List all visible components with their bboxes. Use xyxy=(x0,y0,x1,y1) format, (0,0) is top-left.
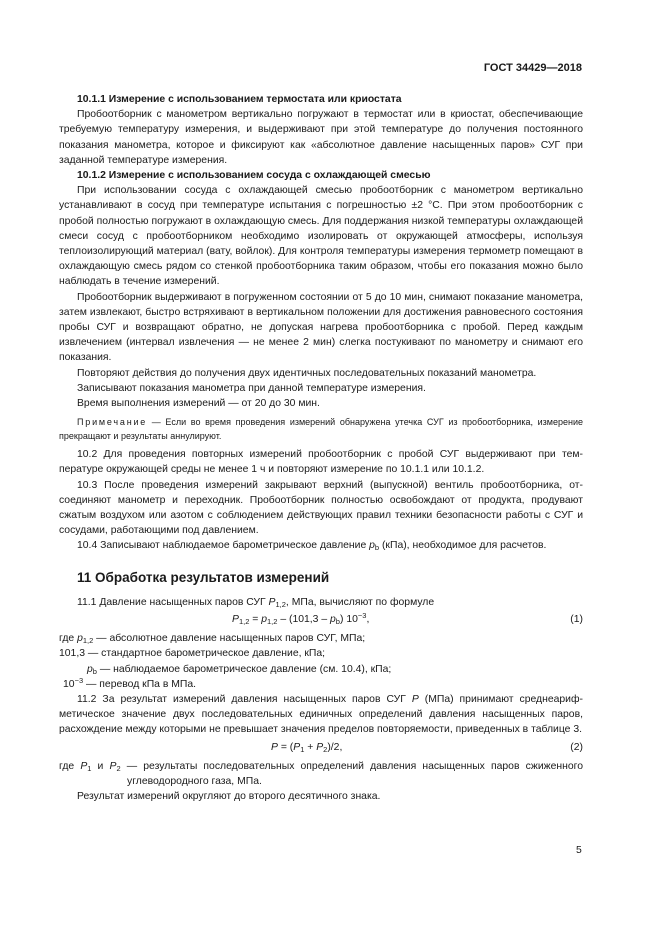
definition-pb: $p_b$ — наблюдаемое барометрическое давление (см. 10.4), кПа; xyxy=(87,663,392,676)
document-header: ГОСТ 34429—2018 xyxy=(483,62,582,74)
paragraph-10-1-2-c: Повторяют действия до получения двух идентичных последовательных показаний манометра. xyxy=(77,367,537,379)
paragraph-11-2: 11.2 За результат измерений давления насыщенных паров СУГ P (МПа) принимают среднеарифметическое значение двух последовательных единичных определений давления насыщенных паров, расхождение между которыми не превышает значения пределов повторяемости, приведенных в таблице 3. xyxy=(59,693,584,736)
formula-1-number: (1) xyxy=(570,614,583,626)
definition-101-3: 101,3 — стандартное барометрическое давление, кПа; xyxy=(59,648,326,660)
section-title-11: 11 Обработка результатов измерений xyxy=(77,569,330,585)
document-body xyxy=(59,92,583,804)
formula-2-expression: $P = (P_1 + P_2)/2$, xyxy=(271,741,343,754)
paragraph-final: Результат измерений округляют до второго десятичного знака. xyxy=(77,790,381,802)
paragraph-10-1-2-d: Записывают показания манометра при данной температуре измерения. xyxy=(77,382,426,394)
note-label: Примечание xyxy=(77,417,148,428)
formula-2 xyxy=(59,740,583,757)
paragraph-10-1-2-a: При использовании сосуда с охлаждающей смесью пробоотборник с манометром вертикально устанавливают в сосуд при температуре испытания с погрешностью ±2 °С. При этом пробоотборник с пробой полностью погружают в охлаждающую смесь. Для поддержания низкой температуры охлаждающей смеси сосуд с пробоотборником необходимо изолировать от окружающей атмосферы, используя теплоизолирующий материал (вату, войлок). Для контроля температуры измерения термометр помещают в охлаждающую смесь рядом со стенкой пробоотборника таким образом, чтобы его показания можно было наблюдать в течение измерений. xyxy=(59,185,583,288)
note-text: — Если во время проведения измерений обнаружена утечка СУГ из пробоотборника, измерение прекращают и результаты аннулируют. xyxy=(59,417,583,442)
note xyxy=(59,415,583,443)
definition-10-3: $10^{-3}$ — перевод кПа в МПа. xyxy=(63,675,197,690)
paragraph-10-3: 10.3 После проведения измерений закрывают верхний (выпускной) вентиль пробоотборника, отсоединяют манометр и переходник. Пробоотборник полностью освобождают от продукта, продувают сжатым воздухом или азотом с соблюдением действующих правил техники безопасности работы с СУГ и сосудами, работающими под давлением. xyxy=(59,479,583,537)
formula-1-expression: $P_{1,2} = p_{1,2} - (101,3 - p_b)$ $10^{-3}$, xyxy=(232,611,370,627)
subsection-title-10-1-2: 10.1.2 Измерение с использованием сосуда с охлаждающей смесью xyxy=(77,170,431,182)
subsection-title-10-1-1: 10.1.1 Измерение с использованием термостата или криостата xyxy=(77,94,402,105)
formula-2-number: (2) xyxy=(570,741,583,753)
formula-1 xyxy=(59,612,583,629)
paragraph-10-4: 10.4 Записывают наблюдаемое барометрическое давление $p_b$ (кПа), необходимое для расчетов. xyxy=(77,540,547,553)
definition-p12: где $p_{1,2}$ — абсолютное давление насыщенных паров СУГ, МПа; xyxy=(59,633,366,646)
paragraph-11-1: 11.1 Давление насыщенных паров СУГ $P_{1,2}$, МПа, вычисляют по формуле xyxy=(77,596,435,609)
paragraph-10-2: 10.2 Для проведения повторных измерений пробоотборник с пробой СУГ выдерживают при температуре окружающей среды не менее 1 ч и повторяют измерение по 10.1.1 или 10.1.2. xyxy=(59,449,583,476)
definition-p1-p2: где $P_1$ и $P_2$ — результаты последовательных определений давления насыщенных паров сжиженного углеводородного газа, МПа. xyxy=(59,760,584,787)
page-number: 5 xyxy=(576,845,582,856)
paragraph-10-1-1: Пробоотборник с манометром вертикально погружают в термостат или в криостат, обеспечивающие требуемую температуру измерения, и выдерживают при этой температуре до получения постоянного показания манометра, которое и фиксируют как «абсолютное давление насыщенных паров» СУГ при заданной температуре измерения. xyxy=(59,109,583,166)
paragraph-10-1-2-b: Пробоотборник выдерживают в погруженном состоянии от 5 до 10 мин, снимают показание манометра, затем извлекают, быстро встряхивают в вертикальном положении для достижения равновесного состояния пробы СУГ и возвращают обратно, не допуская нагрева пробоотборника с пробой. Перед каждым извлечением (интервал извлечения — не менее 2 мин) слегка постукивают по манометру и снимают его показания. xyxy=(59,291,583,364)
paragraph-10-1-2-e: Время выполнения измерений — от 20 до 30 мин. xyxy=(77,398,320,410)
